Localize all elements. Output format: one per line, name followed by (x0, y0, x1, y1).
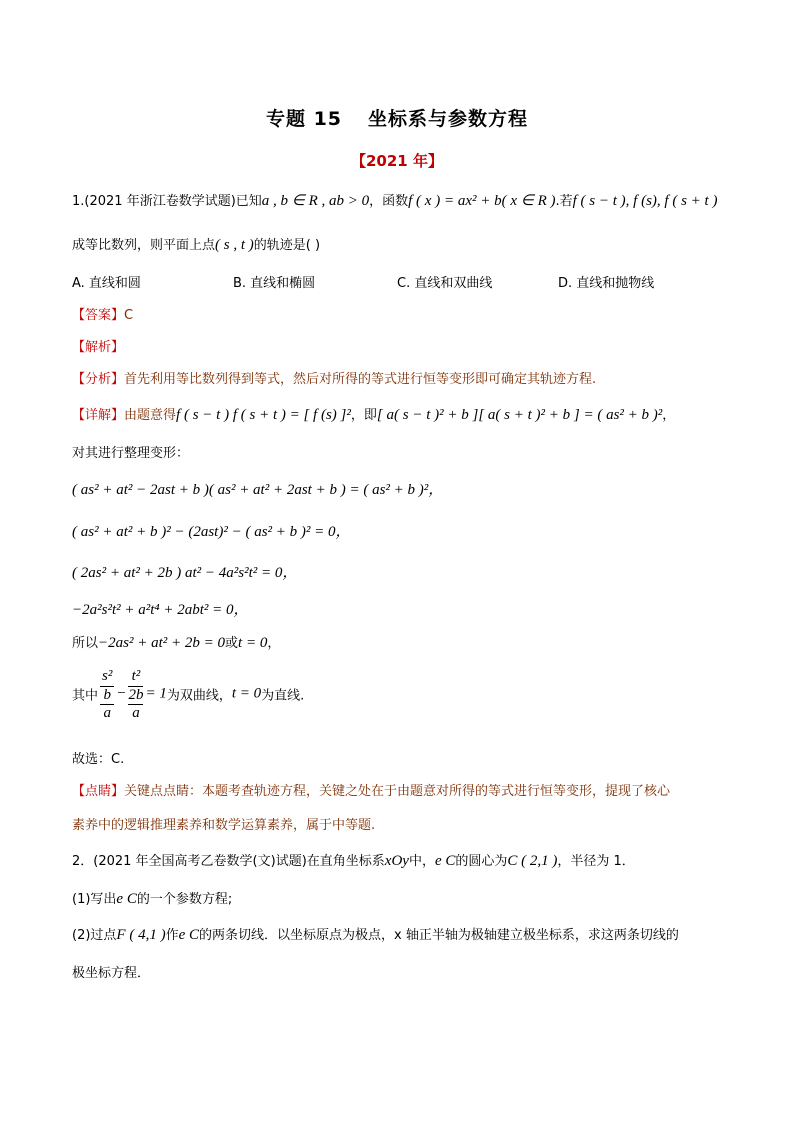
q1-func-text: ，函数 (369, 194, 409, 209)
q2-sub1-circle: e C (116, 891, 137, 907)
fraction-t-den-den: a (132, 705, 140, 721)
step-2: ( as² + at² + b )² − (2ast)² − ( as² + b )² = 0， (72, 524, 351, 540)
q2-sub1-text: 的一个参数方程; (136, 892, 233, 907)
q2-t2: 的圆心为 (455, 854, 508, 869)
dianjing-line2: 素养中的逻辑推理素养和数学运算素养，属于中等题. (72, 818, 376, 833)
q1-line2b: 的轨迹是( ) (253, 238, 321, 253)
answer-label: 【答案】 (72, 308, 125, 323)
q2-sub1-prefix: (1)写出 (72, 892, 117, 907)
xiangjie-t3: ， (662, 408, 676, 423)
dianjing-text1: 关键点点睛：本题考查轨迹方程，关键之处在于由题意对所得的等式进行恒等变形，提现了核心 (124, 784, 671, 799)
page-title (0, 104, 794, 131)
q2-circle: e C (434, 853, 456, 869)
qizhong-pre: 其中 (72, 688, 99, 704)
year-heading: 【2021 年】 (351, 152, 443, 170)
steps-intro: 对其进行整理变形： (72, 446, 190, 461)
analysis-label: 【解析】 (72, 340, 125, 355)
step-5-huo: 或 (225, 636, 239, 651)
qizhong-post1: 为双曲线， (166, 688, 232, 704)
guxuan: 故选：C. (72, 752, 125, 767)
q1-ruo: .若 (555, 194, 573, 209)
step-5-comma: ， (267, 636, 281, 651)
qizhong-post2: 为直线. (261, 688, 305, 704)
q2-t3: ，半径为 1． (557, 854, 635, 869)
title-number: 专题 15 (265, 108, 343, 130)
q1-terms: f ( s − t ), f (s), f ( s + t ) (572, 193, 718, 209)
q1-source: 1.(2021 年浙江卷数学试题)已知 (72, 194, 262, 209)
xiangjie-line (72, 404, 675, 424)
xiangjie-m1: f ( s − t ) f ( s + t ) = [ f (s) ]² (176, 407, 351, 423)
q2-stem (72, 850, 635, 870)
q2-sub2-text: 的两条切线．以坐标原点为极点，x 轴正半轴为极轴建立极坐标系，求这两条切线的 (199, 928, 679, 943)
xiangjie-label: 【详解】 (72, 408, 125, 423)
q2-t1: 中， (408, 854, 435, 869)
q2-center: C ( 2,1 ) (507, 853, 558, 869)
q1-stem-line2 (72, 234, 320, 254)
fraction-s-den-den: a (103, 705, 111, 721)
q2-sub2-prefix: (2)过点 (72, 928, 117, 943)
fraction-s-denominator (100, 687, 114, 722)
fenxi-line (72, 368, 596, 387)
fraction-s-numerator: s² (100, 666, 114, 687)
step-3: ( 2as² + at² + 2b ) at² − 4a²s²t² = 0， (72, 565, 298, 581)
step-5 (72, 632, 280, 652)
q2-xoy: xOy (384, 853, 409, 869)
qizhong-eq: = 1 (145, 685, 167, 702)
q1-function: f ( x ) = ax² + b( x ∈ R ) (408, 193, 556, 209)
q1-stem-line1 (72, 190, 717, 210)
fraction-s-den-num: b (100, 687, 114, 705)
qizhong-minus: − (116, 685, 127, 702)
answer-line (72, 304, 133, 323)
fraction-t-numerator: t² (128, 666, 143, 687)
xiangjie-t2: ，即 (350, 408, 377, 423)
dianjing-line1 (72, 780, 670, 799)
q1-condition: a , b ∈ R , ab > 0 (261, 193, 370, 209)
q2-sub2-zuo: 作 (165, 928, 179, 943)
fraction-t-den-num: 2b (128, 687, 144, 703)
dianjing-label: 【点睛】 (72, 784, 125, 799)
q1-option-a: A. 直线和圆 (72, 276, 141, 291)
fraction-s (100, 666, 114, 722)
xiangjie-m2: [ a( s − t )² + b ][ a( s + t )² + b ] = ( as² + b )² (376, 407, 663, 423)
step-5-suoyi: 所以 (72, 636, 99, 651)
q2-sub1 (72, 888, 232, 908)
q1-line2a: 成等比数列，则平面上点 (72, 238, 216, 253)
xiangjie-t1: 由题意得 (124, 408, 177, 423)
qizhong-line (72, 666, 304, 722)
step-4: −2a²s²t² + a²t⁴ + 2abt² = 0， (72, 602, 249, 618)
q2-source: 2．(2021 年全国高考乙卷数学(文)试题)在直角坐标系 (72, 854, 385, 869)
q1-option-c: C. 直线和双曲线 (397, 276, 493, 291)
qizhong-t0: t = 0 (231, 685, 262, 702)
q2-sub2-line2: 极坐标方程． (72, 966, 151, 981)
q2-sub2-point: F ( 4,1 ) (116, 927, 166, 943)
step-1: ( as² + at² − 2ast + b )( as² + at² + 2ast + b ) = ( as² + b )²， (72, 482, 444, 498)
q2-sub2-line1 (72, 924, 679, 944)
fenxi-text: 首先利用等比数列得到等式，然后对所得的等式进行恒等变形即可确定其轨迹方程. (124, 372, 597, 387)
title-topic: 坐标系与参数方程 (368, 108, 529, 130)
q1-option-b: B. 直线和椭圆 (233, 276, 316, 291)
step-5-eq: −2as² + at² + 2b = 0 (98, 635, 226, 651)
answer-value: C (124, 308, 134, 323)
q2-sub2-circle: e C (178, 927, 200, 943)
fenxi-label: 【分析】 (72, 372, 125, 387)
fraction-t (128, 666, 143, 722)
fraction-t-denominator (128, 687, 143, 722)
q1-point: ( s , t ) (215, 237, 254, 253)
step-5-t0: t = 0 (238, 635, 268, 651)
q1-option-d: D. 直线和抛物线 (558, 276, 655, 291)
